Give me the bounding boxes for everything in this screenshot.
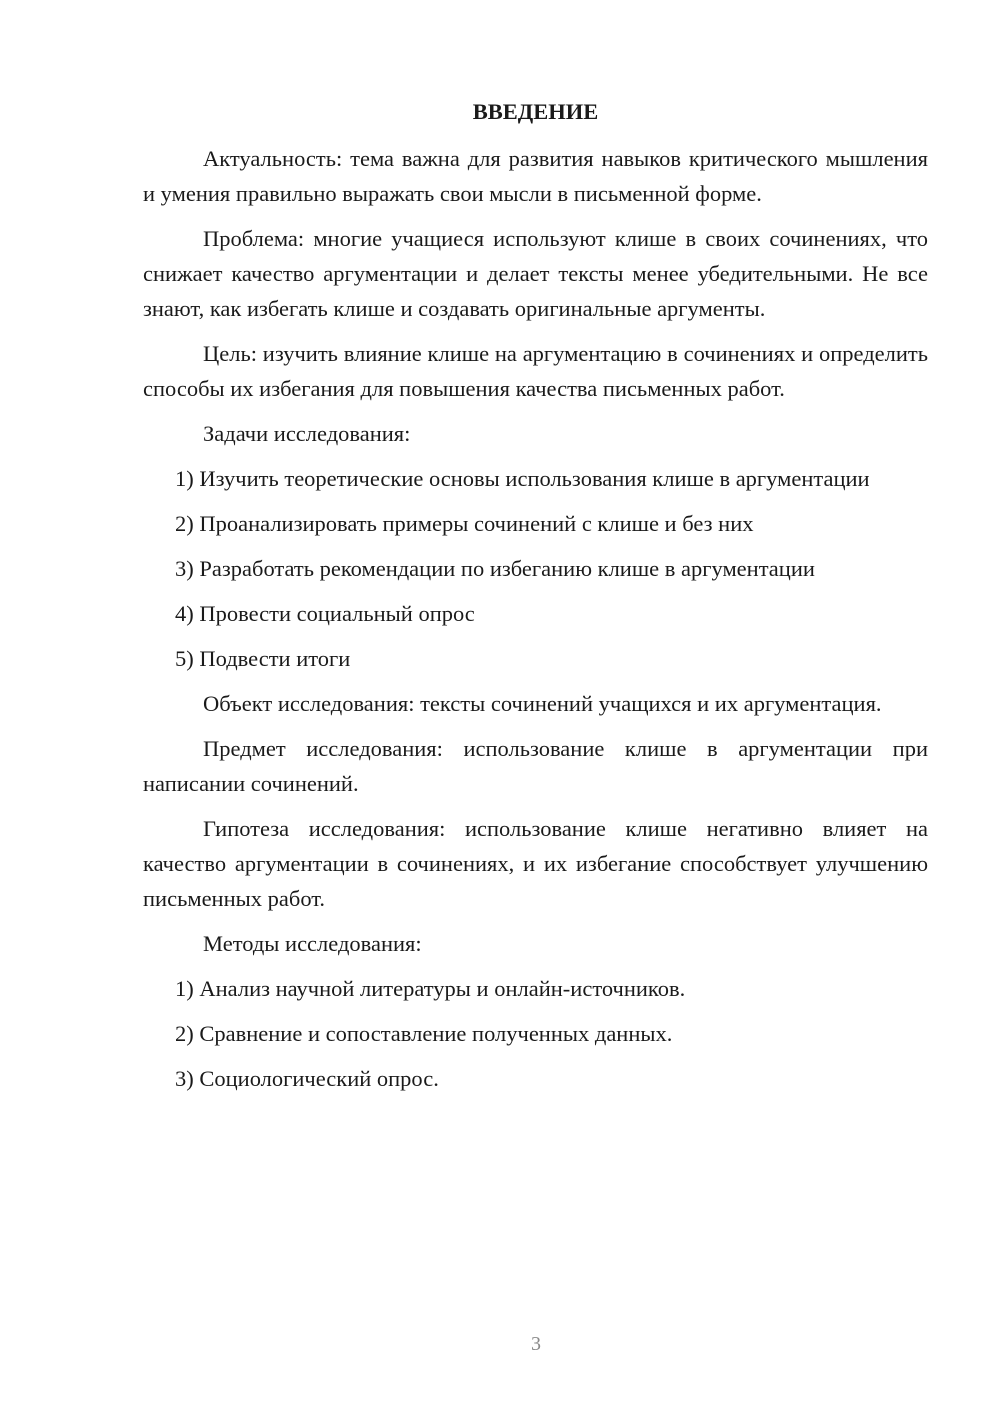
task-item: 3) Разработать рекомендации по избеганию клише в аргументации (175, 556, 815, 581)
method-item: 1) Анализ научной литературы и онлайн-источников. (175, 976, 686, 1001)
tasks-heading: Задачи исследования: (203, 421, 411, 446)
task-item: 1) Изучить теоретические основы использования клише в аргументации (175, 466, 870, 491)
problem-paragraph: Проблема: многие учащиеся используют клише в своих сочинениях, что снижает качество аргументации и делает тексты менее убедительными. Не все знают, как избегать клише и создавать оригинальные аргументы. (143, 226, 928, 321)
subject-paragraph: Предмет исследования: использование клише в аргументации при написании сочинений. (143, 736, 928, 796)
object-paragraph: Объект исследования: тексты сочинений учащихся и их аргументация. (203, 691, 882, 716)
task-item: 2) Проанализировать примеры сочинений с клише и без них (175, 511, 754, 536)
goal-paragraph: Цель: изучить влияние клише на аргументацию в сочинениях и определить способы их избегания для повышения качества письменных работ. (143, 341, 928, 401)
page-title: ВВЕДЕНИЕ (472, 99, 599, 124)
relevance-paragraph: Актуальность: тема важна для развития навыков критического мышления и умения правильно выражать свои мысли в письменной форме. (143, 146, 928, 206)
hypothesis-paragraph: Гипотеза исследования: использование клише негативно влияет на качество аргументации в сочинениях, и их избегание способствует улучшению письменных работ. (143, 816, 928, 911)
methods-heading: Методы исследования: (203, 931, 422, 956)
task-item: 4) Провести социальный опрос (175, 601, 475, 626)
task-item: 5) Подвести итоги (175, 646, 351, 671)
page-number: 3 (531, 1333, 541, 1355)
method-item: 3) Социологический опрос. (175, 1066, 439, 1091)
method-item: 2) Сравнение и сопоставление полученных данных. (175, 1021, 673, 1046)
page-content (143, 94, 928, 1106)
